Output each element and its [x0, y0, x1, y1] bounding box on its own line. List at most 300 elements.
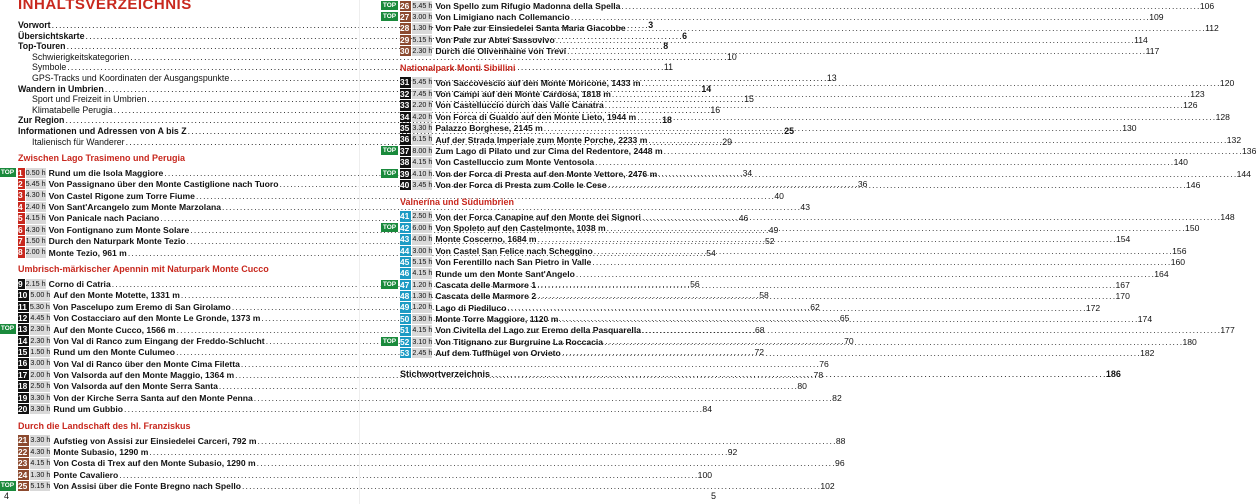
leader-dots [595, 157, 1172, 167]
tour-time: 5.15 h [30, 481, 51, 490]
tour-number: 41 [400, 211, 410, 222]
tour-page: 136 [1242, 145, 1256, 156]
tour-number: 46 [400, 268, 410, 279]
tour-page: 182 [1140, 348, 1155, 359]
tour-number: 50 [400, 313, 410, 324]
tour-page: 167 [1115, 279, 1130, 290]
tour-time: 2.20 h [412, 100, 433, 110]
tour-row[interactable] [382, 11, 1164, 23]
tour-time: 3.30 h [30, 404, 51, 414]
leader-dots [556, 35, 1133, 45]
leader-dots [537, 280, 1114, 290]
tour-number: 15 [18, 347, 28, 358]
leader-dots [621, 1, 1198, 11]
toc-entry-page: 8 [663, 41, 669, 52]
tour-name: Von Ferentillo nach San Pietro in Valle [435, 257, 592, 268]
tour-time: 3.00 h [30, 358, 51, 368]
tour-time: 5.00 h [30, 290, 51, 300]
tour-name: Durch den Naturpark Monte Tezio [48, 236, 186, 247]
tour-name: Rund um den Monte Culumeo [53, 347, 176, 358]
tour-time: 2.30 h [412, 46, 433, 56]
tour-time: 1.30 h [30, 469, 51, 479]
tour-name: Von Panicale nach Paciano [48, 213, 160, 224]
leader-dots [592, 257, 1169, 267]
tour-number: 43 [400, 234, 410, 245]
tour-page: 132 [1226, 134, 1242, 145]
tour-time: 4.15 h [25, 213, 46, 223]
tour-name: Auf den Monte Cucco, 1566 m [53, 324, 176, 335]
tour-time: 8.00 h [412, 145, 433, 155]
tour-page: 114 [1134, 34, 1148, 45]
tour-name: Von Castel Rigone zum Torre Fiume [48, 190, 195, 201]
tour-time: 6.15 h [412, 134, 433, 144]
toc-entry-page: 6 [682, 30, 688, 41]
tour-page: 72 [754, 347, 765, 358]
toc-entry-label: Top-Touren [18, 41, 66, 52]
page-number-right: 5 [710, 491, 716, 501]
stichwort-label: Stichwortverzeichnis [400, 368, 491, 379]
tour-time: 4.45 h [30, 312, 51, 322]
leader-dots [507, 303, 1084, 313]
tour-number: 17 [18, 369, 28, 380]
tour-number: 14 [18, 335, 28, 346]
leader-dots [544, 123, 1121, 133]
tour-number: 33 [400, 100, 410, 111]
leader-dots [571, 12, 1148, 22]
tour-name: Von der Forca di Presta zum Colle le Cese [435, 180, 607, 191]
top-badge: TOP [0, 168, 15, 176]
tour-page: 130 [1122, 123, 1137, 134]
leader-dots [648, 135, 1225, 145]
tour-time: 3.30 h [30, 392, 51, 402]
tour-time: 2.50 h [412, 211, 433, 221]
tour-page: 112 [1205, 23, 1219, 34]
tour-number: 38 [400, 157, 410, 168]
tour-name: Durch die Olivenhaine von Trevi [435, 46, 567, 57]
top-badge: TOP [0, 482, 15, 489]
tour-page: 156 [1172, 245, 1187, 256]
top-badge: TOP [382, 169, 397, 177]
tour-name: Von der Forca di Presta auf den Monte Vettore, 2476 m [435, 168, 658, 179]
leader-dots [637, 112, 1214, 122]
tour-time: 6.00 h [412, 222, 433, 232]
tour-name: Von der Forca Canapine auf den Monte dei Signori [435, 211, 641, 222]
tour-name: Von Civitella del Lago zur Eremo della Pasquarella [435, 325, 641, 336]
tour-time: 3.00 h [412, 11, 433, 21]
toc-entry-page: 18 [662, 115, 672, 126]
toc-entry-label: Sport und Freizeit in Umbrien [32, 94, 147, 105]
tour-page: 54 [706, 247, 716, 258]
tour-row[interactable] [0, 481, 835, 492]
tour-name: Rund um Gubbio [53, 404, 124, 415]
tour-number: 21 [18, 435, 28, 446]
tour-number: 30 [400, 46, 410, 57]
toc-entry-page: 11 [663, 62, 674, 73]
tour-name: Monte Subasio, 1290 m [53, 447, 149, 458]
tour-page: 160 [1170, 257, 1186, 268]
tour-page: 174 [1137, 314, 1153, 325]
tour-page: 43 [800, 201, 810, 212]
tour-page: 117 [1145, 46, 1160, 57]
tour-page: 70 [844, 335, 854, 346]
tour-time: 2.15 h [25, 278, 46, 288]
tour-time: 5.15 h [412, 34, 433, 44]
tour-time: 3.30 h [412, 123, 433, 133]
tour-name: Von Spoleto auf den Castelmonte, 1038 m [435, 222, 606, 233]
tour-number: 51 [400, 325, 410, 336]
tour-name: Von Valsorda auf den Monte Maggio, 1364 m [53, 370, 235, 381]
tour-number: 23 [18, 458, 28, 469]
tour-name: Von Assisi über die Fonte Bregno nach Spello [53, 481, 241, 492]
top-badge: TOP [382, 223, 397, 231]
tour-number: 25 [18, 481, 28, 491]
tour-time: 4.00 h [412, 234, 433, 244]
tour-time: 5.45 h [412, 77, 433, 87]
toc-entry-label: Italienisch für Wanderer [32, 136, 125, 147]
tour-number: 12 [18, 312, 28, 323]
tour-page: 84 [702, 404, 712, 415]
tour-page: 96 [835, 458, 845, 469]
toc-entry-page: 10 [726, 51, 737, 62]
tour-name: Corno di Catria [48, 278, 111, 289]
tour-time: 2.00 h [30, 369, 51, 379]
tour-number: 44 [400, 245, 410, 256]
tour-number: 20 [18, 404, 28, 415]
tour-number: 31 [400, 77, 410, 88]
tour-time: 1.20 h [412, 302, 433, 312]
leader-dots [642, 212, 1219, 222]
tour-page: 62 [810, 301, 820, 312]
toc-entry-label: Vorwort [18, 20, 51, 30]
tour-page: 164 [1154, 268, 1169, 279]
tour-number: 2 [18, 179, 23, 190]
tour-page: 78 [813, 370, 824, 381]
tour-time: 2.30 h [30, 324, 51, 334]
tour-name: Von Titignano zur Burgruine La Roccacia [435, 336, 604, 347]
tour-row[interactable] [18, 381, 807, 392]
tour-page: 34 [742, 167, 753, 178]
top-badge: TOP [0, 325, 15, 333]
top-badge: TOP [382, 280, 397, 288]
stichwort-page: 186 [1105, 368, 1121, 379]
tour-number: 29 [400, 34, 410, 45]
section-title: Valnerina und Südumbrien [400, 196, 515, 207]
tour-number: 49 [400, 302, 410, 313]
tour-time: 4.20 h [412, 111, 433, 121]
tour-page: 140 [1173, 157, 1188, 168]
leader-dots [664, 146, 1241, 156]
tour-name: Von Pale zur Einsiedelei Santa Maria Giacobbe [435, 23, 626, 34]
toc-entry-label: GPS-Tracks und Koordinaten der Ausgangspunkte [32, 72, 230, 83]
tour-page: 88 [835, 435, 846, 446]
tour-page: 120 [1219, 77, 1235, 88]
tour-number: 16 [18, 358, 28, 369]
tour-number: 22 [18, 446, 28, 457]
tour-row[interactable] [400, 157, 1188, 168]
tour-page: 154 [1115, 234, 1131, 245]
tour-number: 53 [400, 348, 410, 359]
tour-page: 102 [820, 481, 835, 492]
section-title: Durch die Landschaft des hl. Franziskus [18, 420, 191, 431]
tour-time: 3.30 h [412, 313, 433, 323]
tour-number: 47 [400, 279, 410, 290]
tour-row[interactable] [18, 435, 846, 446]
top-badge: TOP [382, 146, 397, 154]
tour-time: 3.45 h [412, 179, 433, 189]
tour-number: 45 [400, 256, 410, 267]
section-title: Nationalpark Monti Sibillini [400, 62, 516, 73]
tour-number: 24 [18, 469, 28, 480]
tour-name: Von Spello zum Rifugio Madonna della Spella [435, 0, 621, 11]
tour-number: 35 [400, 123, 410, 134]
tour-number: 48 [400, 291, 410, 302]
leader-dots [576, 269, 1153, 279]
tour-page: 46 [738, 213, 749, 224]
tour-page: 170 [1115, 291, 1130, 302]
page-title: INHALTSVERZEICHNIS [18, 0, 192, 13]
tour-name: Von Passignano über den Monte Castiglione nach Tuoro [48, 179, 279, 190]
tour-name: Auf dem Tuffhügel von Orvieto [435, 348, 561, 359]
tour-page: 92 [727, 447, 738, 458]
tour-number: 19 [18, 392, 28, 403]
tour-number: 39 [400, 168, 410, 179]
tour-page: 180 [1182, 336, 1197, 347]
toc-entry-label: Klimatabelle Perugia [32, 104, 113, 115]
tour-time: 2.50 h [30, 381, 51, 391]
tour-time: 4.15 h [412, 268, 433, 278]
tour-row[interactable] [400, 268, 1169, 279]
tour-time: 4.15 h [412, 157, 433, 167]
tour-page: 148 [1220, 211, 1235, 222]
tour-name: Rund um die Isola Maggiore [48, 167, 164, 178]
tour-number: 1 [18, 167, 23, 178]
tour-time: 5.30 h [29, 301, 50, 311]
tour-number: 11 [18, 301, 27, 312]
tour-time: 1.50 h [25, 235, 46, 245]
top-badge: TOP [382, 337, 397, 345]
tour-name: Von Val di Ranco über den Monte Cima Filetta [53, 358, 240, 369]
tour-row[interactable] [18, 446, 738, 458]
tour-number: 3 [18, 190, 23, 201]
tour-number: 4 [18, 201, 23, 212]
toc-entry-page: 29 [722, 136, 733, 147]
leader-dots [594, 246, 1171, 256]
tour-page: 82 [832, 392, 842, 403]
tour-page: 68 [754, 324, 765, 335]
leader-dots [658, 169, 1235, 179]
tour-number: 28 [400, 23, 410, 34]
tour-time: 3.00 h [412, 245, 433, 255]
leader-dots [642, 78, 1219, 88]
tour-row[interactable] [400, 111, 1230, 122]
tour-number: 40 [400, 179, 410, 190]
tour-name: Von Sant'Arcangelo zum Monte Marzolana [48, 201, 222, 212]
tour-name: Von Valsorda auf den Monte Serra Santa [53, 381, 218, 392]
tour-name: Auf der Strada Imperiale zum Monte Porche, 2233 m [435, 134, 648, 145]
toc-entry-page: 15 [744, 94, 754, 105]
tour-name: Runde um den Monte Sant'Angelo [435, 268, 575, 279]
tour-name: Von Castelluccio durch das Valle Canatra [435, 100, 604, 111]
tour-name: Auf den Monte Motette, 1331 m [53, 290, 180, 301]
tour-name: Von Costa di Trex auf den Monte Subasio, 1290 m [53, 458, 256, 469]
leader-dots [604, 337, 1181, 347]
tour-name: Von Campi auf den Monte Cardosa, 1818 m [435, 89, 611, 100]
tour-row[interactable] [400, 23, 1219, 34]
tour-number: 37 [400, 145, 410, 156]
tour-name: Monte Coscerno, 1684 m [435, 234, 537, 245]
tour-row[interactable] [18, 190, 784, 201]
tour-time: 1.30 h [412, 291, 433, 301]
tour-number: 32 [400, 88, 410, 99]
tour-name: Aufstieg von Assisi zur Einsiedelei Carceri, 792 m [53, 435, 257, 446]
tour-time: 1.50 h [30, 347, 51, 357]
tour-number: 18 [18, 381, 28, 392]
tour-time: 5.45 h [412, 0, 433, 10]
tour-time: 4.30 h [25, 190, 46, 200]
tour-page: 144 [1236, 168, 1251, 179]
tour-page: 128 [1215, 111, 1230, 122]
tour-number: 13 [18, 324, 28, 335]
tour-number: 36 [400, 134, 410, 145]
leader-dots [491, 369, 1105, 379]
tour-row[interactable] [18, 358, 829, 369]
toc-entry-label: Übersichtskarte [18, 30, 85, 41]
tour-number: 42 [400, 222, 410, 233]
toc-entry-page: 3 [648, 20, 654, 30]
tour-page: 52 [764, 236, 775, 247]
tour-page: 123 [1190, 89, 1205, 100]
tour-row[interactable] [382, 145, 1256, 156]
top-badge: TOP [382, 12, 397, 20]
tour-time: 4.15 h [30, 458, 51, 468]
tour-name: Von Pascelupo zum Eremo di San Girolamo [52, 301, 231, 312]
tour-number: 8 [18, 247, 23, 258]
toc-entry-label: Informationen und Adressen von A bis Z [18, 125, 187, 136]
tour-number: 34 [400, 111, 410, 122]
tour-name: Cascata delle Marmore 2 [435, 291, 537, 302]
toc-entry-page: 14 [701, 83, 712, 94]
tour-page: 49 [768, 224, 779, 235]
tour-name: Von Costacciaro auf den Monte Le Gronde, 1373 m [53, 313, 261, 324]
tour-time: 4.30 h [30, 446, 51, 456]
toc-entry-label: Wandern in Umbrien [18, 83, 104, 94]
tour-time: 7.45 h [412, 88, 433, 98]
tour-time: 4.10 h [412, 168, 433, 178]
tour-row[interactable] [18, 392, 842, 403]
toc-entry-page: 25 [784, 125, 795, 136]
tour-name: Monte Torre Maggiore, 1120 m [435, 314, 559, 325]
toc-entry-label: Symbole [32, 62, 67, 73]
tour-name: Von Forca di Gualdo auf den Monte Lieto, 1944 m [435, 111, 637, 122]
tour-name: Von Fontignano zum Monte Solare [48, 224, 190, 235]
tour-row[interactable] [400, 34, 1148, 45]
tour-time: 3.10 h [412, 336, 433, 346]
leader-dots [642, 325, 1219, 335]
tour-row[interactable] [18, 469, 713, 480]
leader-dots [538, 234, 1115, 247]
tour-time: 4.15 h [412, 325, 433, 335]
tour-page: 40 [774, 190, 784, 201]
leader-dots [559, 314, 1136, 324]
tour-name: Von Castelluccio zum Monte Ventosola [435, 157, 595, 168]
tour-time: 2.30 h [30, 335, 51, 345]
leader-dots [537, 291, 1114, 301]
tour-row[interactable] [382, 0, 1215, 11]
top-badge: TOP [382, 1, 397, 9]
tour-time: 4.30 h [25, 224, 46, 234]
toc-entry-label: Zur Region [18, 115, 65, 126]
tour-number: 10 [18, 290, 28, 301]
tour-name: Zum Lago di Pilato und zur Cima del Redentore, 2448 m [435, 145, 663, 156]
tour-time: 2.40 h [25, 201, 46, 211]
tour-page: 80 [797, 381, 807, 392]
tour-page: 76 [819, 358, 829, 369]
tour-name: Ponte Cavaliero [53, 469, 119, 480]
tour-name: Von Castel San Felice nach Scheggino [435, 245, 593, 256]
tour-page: 109 [1149, 12, 1164, 23]
toc-entry-page: 13 [826, 72, 837, 83]
tour-time: 1.20 h [412, 279, 433, 289]
tour-time: 2.45 h [412, 348, 433, 358]
tour-name: Von der Kirche Serra Santa auf den Monte Penna [53, 392, 253, 403]
tour-number: 6 [18, 224, 23, 235]
tour-name: Von Pale zur Abtei Sassovivo [435, 34, 555, 45]
tour-number: 52 [400, 336, 410, 347]
tour-number: 5 [18, 213, 23, 224]
tour-page: 126 [1183, 100, 1198, 111]
tour-time: 3.30 h [30, 435, 51, 445]
leader-dots [612, 89, 1189, 99]
tour-page: 100 [697, 469, 713, 480]
tour-number: 26 [400, 0, 410, 11]
tour-time: 1.30 h [412, 23, 433, 33]
tour-page: 150 [1185, 222, 1200, 233]
tour-row[interactable] [18, 458, 845, 469]
tour-time: 5.15 h [412, 256, 433, 266]
tour-page: 177 [1220, 325, 1235, 336]
leader-dots [608, 180, 1185, 190]
page-number-left: 4 [4, 491, 10, 501]
tour-name: Palazzo Borghese, 2145 m [435, 123, 543, 134]
tour-name: Monte Tezio, 961 m [48, 247, 127, 258]
tour-number: 7 [18, 235, 23, 246]
tour-name: Von Limigiano nach Collemancio [435, 12, 570, 23]
tour-time: 0.50 h [25, 167, 46, 177]
tour-row[interactable] [400, 256, 1186, 268]
tour-name: Von Saccovescio auf den Monte Moricone, 1433 m [435, 77, 641, 88]
tour-name: Lago di Piediluco [435, 302, 507, 313]
leader-dots [605, 100, 1182, 110]
tour-row[interactable] [18, 404, 712, 415]
tour-page: 65 [839, 313, 850, 324]
tour-time: 2.00 h [25, 247, 46, 257]
section-title: Umbrisch-märkischer Apennin mit Naturpark Monte Cucco [18, 264, 269, 275]
tour-page: 172 [1085, 302, 1101, 313]
tour-page: 58 [759, 290, 769, 301]
toc-entry-label: Schwierigkeitskategorien [32, 51, 130, 62]
tour-time: 5.45 h [25, 179, 46, 189]
leader-dots [607, 223, 1184, 233]
tour-name: Von Val di Ranco zum Eingang der Freddo-Schlucht [53, 335, 265, 346]
leader-dots [627, 23, 1204, 33]
tour-number: 9 [18, 278, 23, 289]
section-title: Zwischen Lago Trasimeno und Perugia [18, 153, 186, 164]
tour-page: 106 [1199, 0, 1215, 11]
tour-number: 27 [400, 11, 410, 22]
tour-row[interactable] [382, 279, 1130, 290]
tour-page: 56 [690, 278, 700, 289]
tour-page: 36 [857, 179, 868, 190]
